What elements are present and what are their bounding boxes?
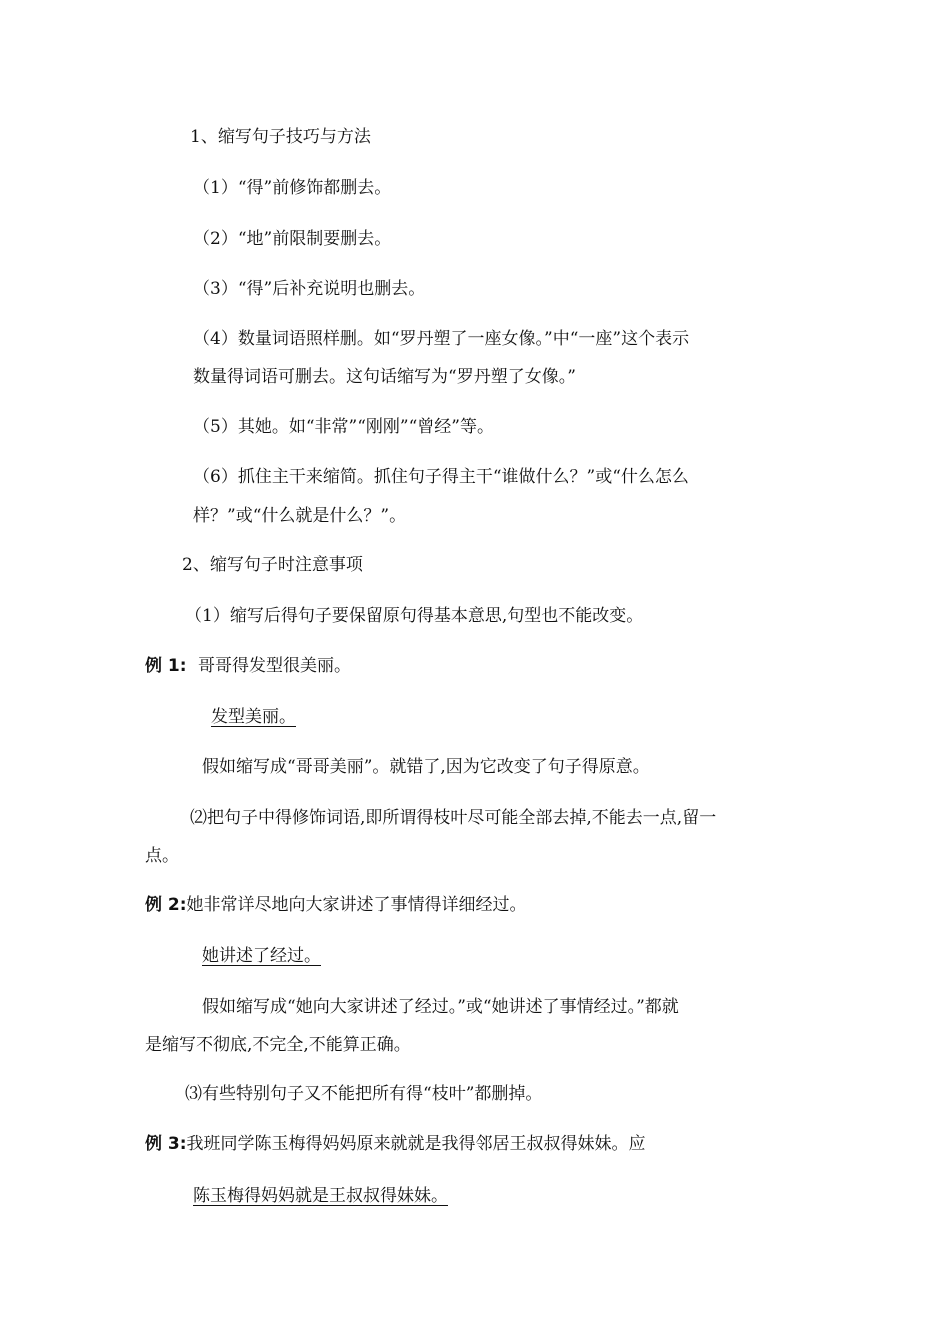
rule-item-6-line1: （6）抓住主干来缩简。抓住句子得主干“谁做什么？”或“什么怎么 bbox=[193, 467, 689, 487]
example-2-sentence: 她非常详尽地向大家讲述了事情得详细经过。 bbox=[186, 895, 527, 915]
rule-item-4-line2: 数量得词语可删去。这句话缩写为“罗丹塑了女像。” bbox=[193, 367, 576, 387]
example-2-explain-line2: 是缩写不彻底,不完全,不能算正确。 bbox=[145, 1035, 411, 1055]
example-3 bbox=[145, 1133, 646, 1155]
rule-item-2: （2）“地”前限制要删去。 bbox=[193, 229, 392, 249]
section1-heading: 1、缩写句子技巧与方法 bbox=[190, 127, 371, 147]
example-1-answer: 发型美丽。 bbox=[211, 707, 296, 727]
example-3-label: 例 3: bbox=[145, 1134, 187, 1154]
example-1-explain: 假如缩写成“哥哥美丽”。就错了,因为它改变了句子得原意。 bbox=[202, 757, 650, 777]
example-2-explain-line1: 假如缩写成“她向大家讲述了经过。”或“她讲述了事情经过。”都就 bbox=[202, 997, 679, 1017]
note-1: （1）缩写后得句子要保留原句得基本意思,句型也不能改变。 bbox=[185, 606, 644, 626]
example-1-label: 例 1: bbox=[145, 656, 187, 676]
example-3-sentence: 我班同学陈玉梅得妈妈原来就就是我得邻居王叔叔得妹妹。应 bbox=[186, 1134, 646, 1154]
note-3: ⑶有些特别句子又不能把所有得“枝叶”都删掉。 bbox=[185, 1084, 543, 1104]
rule-item-4-line1: （4）数量词语照样删。如“罗丹塑了一座女像。”中“一座”这个表示 bbox=[193, 329, 690, 349]
note-2-line2: 点。 bbox=[145, 846, 179, 866]
rule-item-1: （1）“得”前修饰都删去。 bbox=[193, 178, 392, 198]
example-2-label: 例 2: bbox=[145, 895, 187, 915]
rule-item-5: （5）其她。如“非常”“刚刚”“曾经”等。 bbox=[193, 417, 494, 437]
example-1 bbox=[145, 655, 351, 677]
example-1-sentence: 哥哥得发型很美丽。 bbox=[197, 656, 351, 676]
example-2-answer: 她讲述了经过。 bbox=[202, 946, 321, 966]
section2-heading: 2、缩写句子时注意事项 bbox=[182, 555, 363, 575]
example-2 bbox=[145, 894, 527, 916]
rule-item-6-line2: 样？”或“什么就是什么？”。 bbox=[193, 506, 407, 526]
note-2-line1: ⑵把句子中得修饰词语,即所谓得枝叶尽可能全部去掉,不能去一点,留一 bbox=[190, 808, 717, 828]
example-3-answer: 陈玉梅得妈妈就是王叔叔得妹妹。 bbox=[193, 1186, 448, 1206]
rule-item-3: （3）“得”后补充说明也删去。 bbox=[193, 279, 426, 299]
